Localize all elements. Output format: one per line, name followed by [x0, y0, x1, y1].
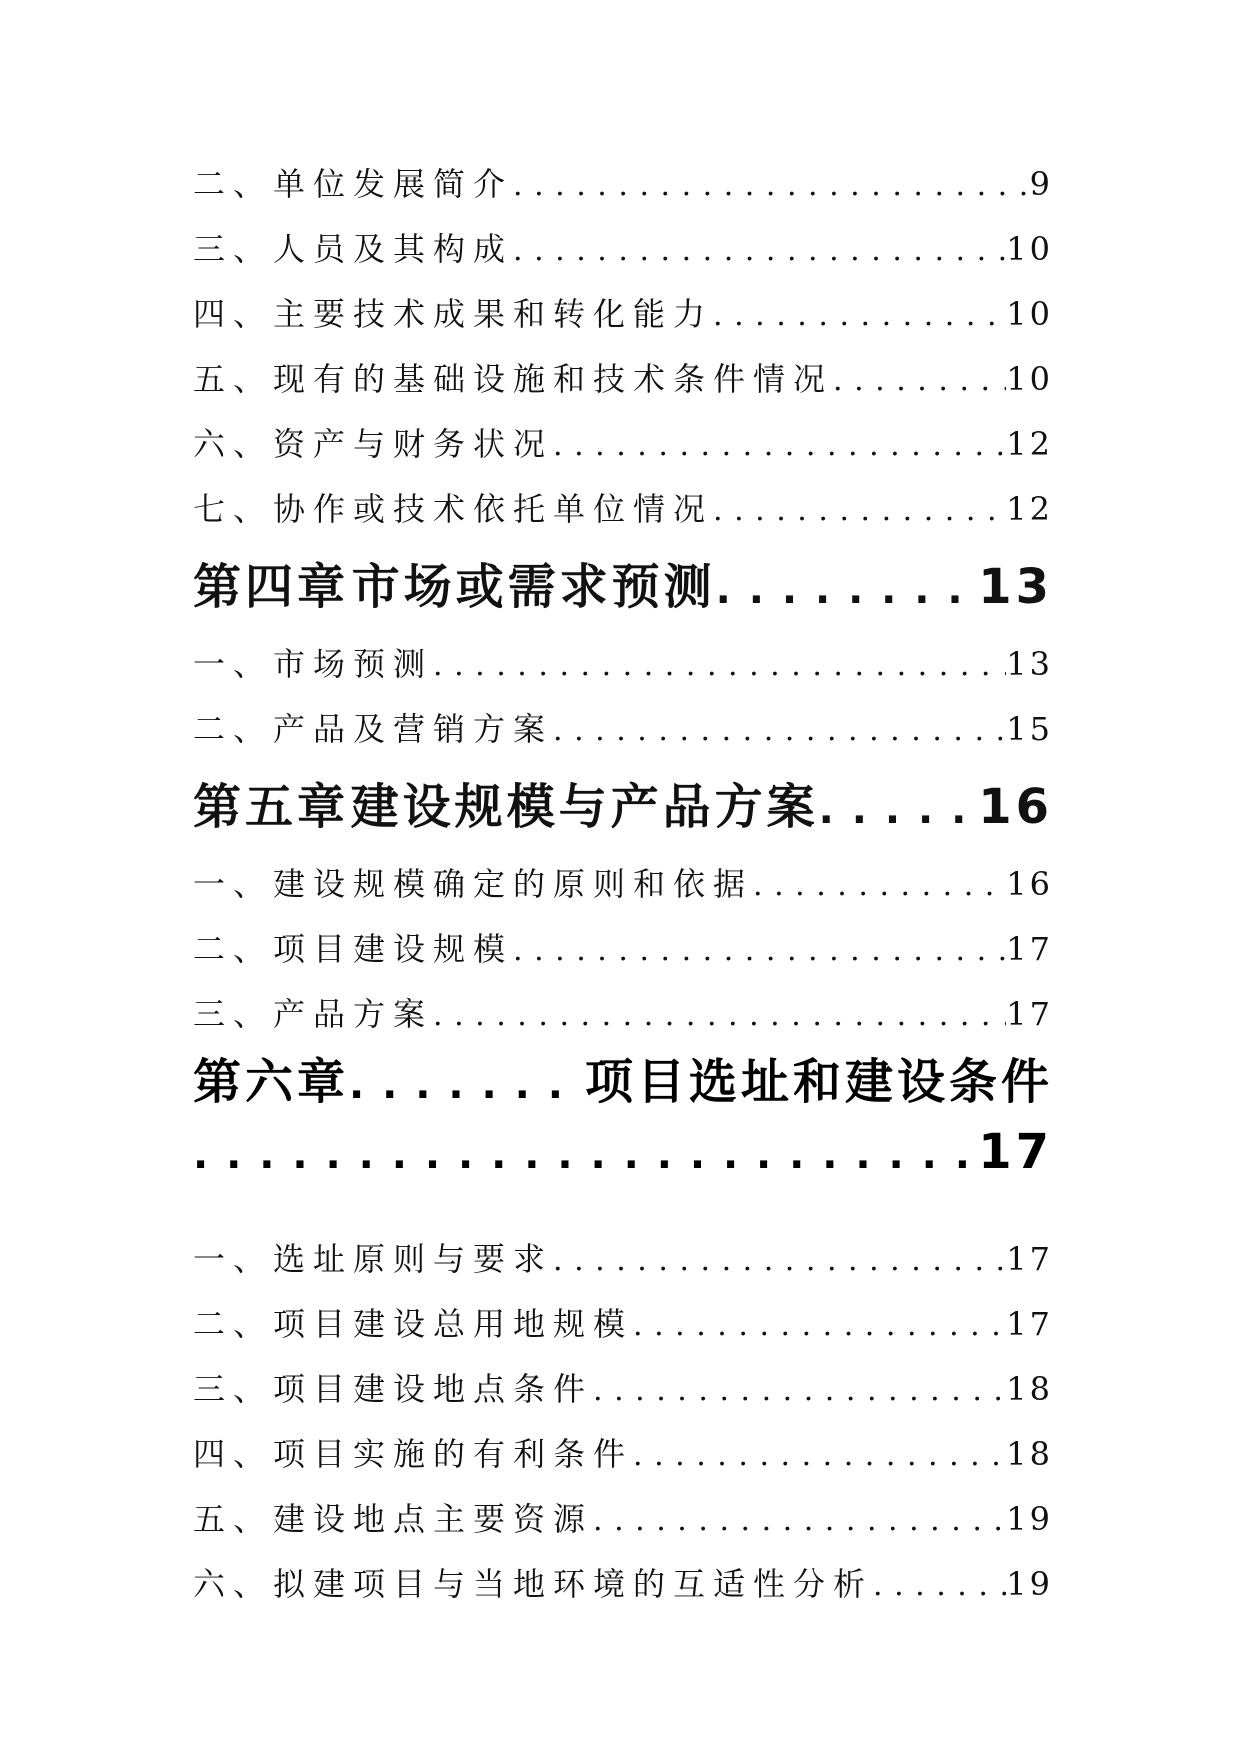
toc-entry[interactable]	[193, 152, 1053, 217]
table-of-contents	[193, 152, 1053, 1617]
toc-page-number: 17	[1006, 995, 1053, 1033]
toc-dot-leader	[713, 478, 1006, 542]
toc-entry[interactable]	[193, 1487, 1053, 1552]
toc-dot-leader	[553, 413, 1006, 477]
toc-entry[interactable]	[193, 1227, 1053, 1292]
toc-entry-label: 四、项目实施的有利条件	[193, 1435, 634, 1473]
toc-entry[interactable]	[193, 217, 1053, 282]
toc-dot-leader	[593, 1488, 1006, 1552]
toc-page-number: 19	[1006, 1565, 1053, 1603]
chapter-title: 市场或需求预测	[351, 559, 716, 615]
toc-page-number: 16	[1006, 865, 1053, 903]
toc-entry-label: 六、资产与财务状况	[193, 425, 554, 463]
toc-entry-label: 二、产品及营销方案	[193, 710, 554, 748]
toc-entry[interactable]	[193, 477, 1053, 542]
toc-entry[interactable]	[193, 852, 1053, 917]
toc-dot-leader	[193, 1120, 978, 1187]
toc-entry-label: 一、选址原则与要求	[193, 1240, 554, 1278]
toc-page-number: 18	[1006, 1435, 1053, 1473]
toc-dot-leader	[553, 698, 1006, 762]
chapter-number: 第四章	[193, 559, 350, 615]
toc-dot-leader	[713, 283, 1006, 347]
toc-page-number: 16	[978, 779, 1053, 835]
toc-page-number: 12	[1006, 490, 1053, 528]
chapter-number: 第六章	[193, 1054, 350, 1110]
chapter-number: 第五章	[193, 779, 350, 835]
toc-entry[interactable]	[193, 347, 1053, 412]
toc-entry-label: 一、建设规模确定的原则和依据	[193, 865, 754, 903]
toc-dot-leader	[873, 1553, 1006, 1617]
toc-entry-label: 二、项目建设总用地规模	[193, 1305, 634, 1343]
toc-page-number: 13	[1006, 645, 1053, 683]
toc-entry-label: 七、协作或技术依托单位情况	[193, 490, 714, 528]
toc-entry[interactable]	[193, 1422, 1053, 1487]
toc-entry[interactable]	[193, 282, 1053, 347]
toc-entry[interactable]	[193, 1357, 1053, 1422]
toc-dot-leader	[633, 1423, 1006, 1487]
toc-page-number: 17	[1006, 1240, 1053, 1278]
toc-entry[interactable]	[193, 1292, 1053, 1357]
toc-entry[interactable]	[193, 917, 1053, 982]
toc-entry[interactable]	[193, 632, 1053, 697]
toc-page-number: 9	[1029, 165, 1053, 203]
toc-entry-label: 三、项目建设地点条件	[193, 1370, 594, 1408]
toc-entry-label: 五、现有的基础设施和技术条件情况	[193, 360, 834, 398]
toc-dot-leader	[819, 765, 979, 852]
toc-dot-leader	[593, 1358, 1006, 1422]
toc-page-number: 10	[1006, 360, 1053, 398]
toc-page-number: 19	[1006, 1500, 1053, 1538]
chapter-title: 建设规模与产品方案	[350, 779, 819, 835]
toc-dot-leader	[753, 853, 1006, 917]
toc-dot-leader	[513, 218, 1006, 282]
toc-dot-leader	[349, 1050, 585, 1117]
toc-dot-leader	[716, 545, 979, 632]
toc-entry-label: 五、建设地点主要资源	[193, 1500, 594, 1538]
toc-entry[interactable]	[193, 1552, 1053, 1617]
toc-page-number: 17	[978, 1124, 1053, 1180]
toc-entry-label: 二、项目建设规模	[193, 930, 514, 968]
toc-entry-label: 二、单位发展简介	[193, 165, 514, 203]
toc-entry[interactable]	[193, 412, 1053, 477]
toc-page-number: 17	[1006, 930, 1053, 968]
chapter-line-1	[193, 1047, 1053, 1117]
toc-entry[interactable]	[193, 982, 1053, 1047]
toc-entry-label: 四、主要技术成果和转化能力	[193, 295, 714, 333]
toc-page-number: 17	[1006, 1305, 1053, 1343]
toc-dot-leader	[833, 348, 1006, 412]
toc-entry[interactable]	[193, 697, 1053, 762]
chapter-title: 项目选址和建设条件	[584, 1054, 1053, 1110]
toc-entry-label: 一、市场预测	[193, 645, 434, 683]
toc-dot-leader	[553, 1228, 1006, 1292]
toc-entry-label: 三、产品方案	[193, 995, 434, 1033]
toc-dot-leader	[433, 983, 1006, 1047]
toc-page-number: 18	[1006, 1370, 1053, 1408]
toc-page-number: 10	[1006, 295, 1053, 333]
toc-dot-leader	[513, 153, 1030, 217]
toc-page-number: 13	[978, 559, 1053, 615]
toc-page-number: 10	[1006, 230, 1053, 268]
toc-dot-leader	[633, 1293, 1006, 1357]
toc-dot-leader	[433, 633, 1006, 697]
toc-chapter-6[interactable]	[193, 1047, 1053, 1227]
toc-page-number: 12	[1006, 425, 1053, 463]
toc-chapter-5[interactable]	[193, 762, 1053, 852]
chapter-line-2	[193, 1117, 1053, 1187]
toc-chapter-4[interactable]	[193, 542, 1053, 632]
toc-entry-label: 六、拟建项目与当地环境的互适性分析	[193, 1565, 874, 1603]
toc-entry-label: 三、人员及其构成	[193, 230, 514, 268]
toc-page-number: 15	[1006, 710, 1053, 748]
toc-dot-leader	[513, 918, 1006, 982]
